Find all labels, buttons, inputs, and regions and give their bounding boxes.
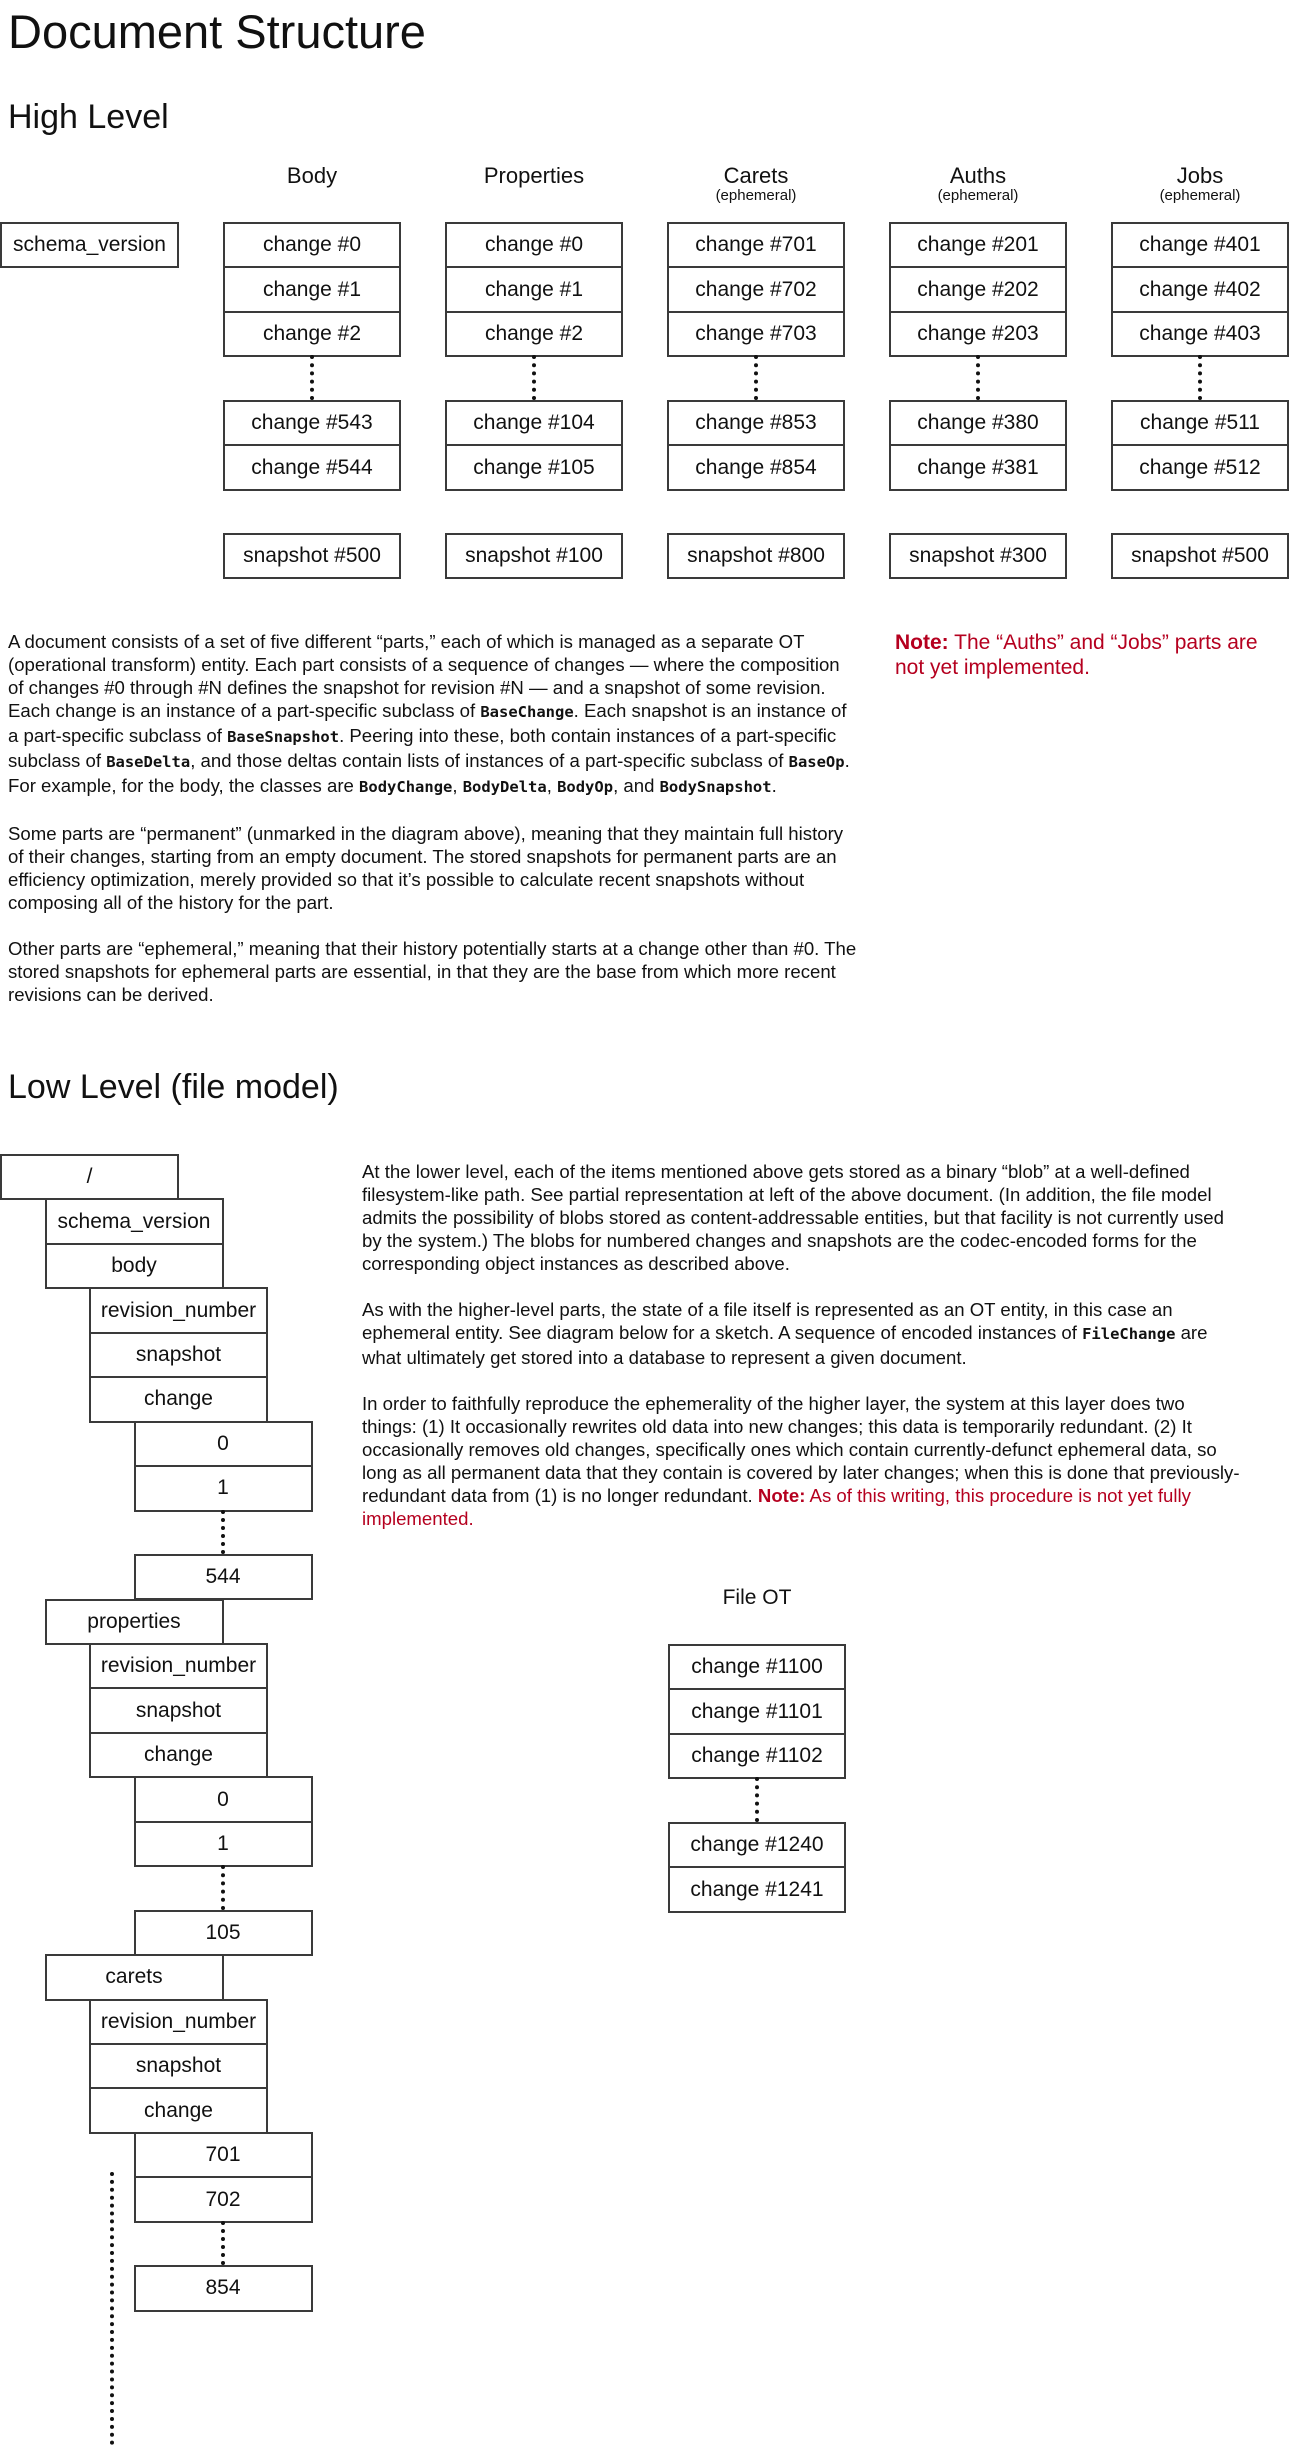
- change-box: change #0: [223, 222, 401, 268]
- tree-node: 1: [134, 1821, 313, 1867]
- schema-version-box: schema_version: [0, 222, 179, 268]
- change-box: change #402: [1111, 266, 1289, 312]
- ellipsis-dots: [754, 355, 758, 400]
- change-box: change #401: [1111, 222, 1289, 268]
- tree-node: snapshot: [89, 1332, 268, 1378]
- snapshot-box: snapshot #500: [223, 533, 401, 579]
- column-name: Properties: [483, 163, 585, 188]
- tree-node: 854: [134, 2265, 313, 2311]
- change-box: change #512: [1111, 444, 1289, 490]
- paragraph: Other parts are “ephemeral,” meaning that their history potentially starts at a change other than #0. The stored snapshots for ephemeral parts are essential, in that they are the base from which more recent revisions can be derived.: [8, 938, 857, 1005]
- column-header-auths: [889, 164, 1067, 203]
- column-header-carets: [667, 164, 845, 203]
- tree-continuation-dots: [110, 2172, 114, 2445]
- note-text: The “Auths” and “Jobs” parts are not yet implemented.: [895, 631, 1258, 679]
- column-subtitle: (ephemeral): [715, 187, 797, 204]
- column-name: Body: [286, 163, 338, 188]
- change-box: change #543: [223, 400, 401, 446]
- ellipsis-dots: [976, 355, 980, 400]
- class-name: BaseChange: [480, 703, 574, 721]
- change-box: change #203: [889, 311, 1067, 357]
- tree-node: change: [89, 1376, 268, 1422]
- note-label: Note:: [757, 1485, 806, 1506]
- snapshot-box: snapshot #800: [667, 533, 845, 579]
- ellipsis-dots: [221, 1510, 225, 1554]
- paragraph: A document consists of a set of five different “parts,” each of which is managed as a separate OT (operational transform) entity. Each part consists of a sequence of changes — where the composition of changes #0 through #N defines the snapshot for revision #N — and a snapshot of some revision. Each change is an instance of a part-specific subclass of BaseChange. Each snapshot is an instance of a part-specific subclass of BaseSnapshot. Peering into these, both contain instances of a part-specific subclass of BaseDelta, and those deltas contain lists of instances of a part-specific subclass of BaseOp. For example, for the body, the classes are BodyChange, BodyDelta, BodyOp, and BodySnapshot.: [8, 631, 850, 796]
- tree-node: 1: [134, 1465, 313, 1511]
- snapshot-box: snapshot #300: [889, 533, 1067, 579]
- page-title: Document Structure: [8, 5, 426, 58]
- high-level-description: [8, 630, 858, 1029]
- ellipsis-dots: [1198, 355, 1202, 400]
- class-name: BaseSnapshot: [227, 728, 340, 746]
- column-header-body: [223, 164, 401, 188]
- class-name: BaseOp: [788, 753, 845, 771]
- tree-node: 105: [134, 1910, 313, 1956]
- class-name: BodyDelta: [462, 778, 547, 796]
- change-box: change #544: [223, 444, 401, 490]
- tree-node: schema_version: [45, 1198, 224, 1244]
- column-header-properties: [445, 164, 623, 188]
- change-box: change #0: [445, 222, 623, 268]
- ellipsis-dots: [310, 355, 314, 400]
- low-level-heading: Low Level (file model): [8, 1068, 339, 1106]
- ellipsis-dots: [221, 2221, 225, 2265]
- class-name: BodySnapshot: [659, 778, 772, 796]
- change-box: change #511: [1111, 400, 1289, 446]
- low-level-description: [362, 1160, 1242, 1553]
- change-box: change #702: [667, 266, 845, 312]
- column-subtitle: (ephemeral): [1159, 187, 1241, 204]
- class-name: FileChange: [1082, 1325, 1176, 1343]
- change-box: change #105: [445, 444, 623, 490]
- tree-node: 701: [134, 2132, 313, 2178]
- change-box: change #1: [445, 266, 623, 312]
- column-subtitle: (ephemeral): [937, 187, 1019, 204]
- change-box: change #854: [667, 444, 845, 490]
- column-header-jobs: [1111, 164, 1289, 203]
- tree-node: 544: [134, 1554, 313, 1600]
- tree-node: /: [0, 1154, 179, 1200]
- class-name: BodyChange: [359, 778, 453, 796]
- paragraph: Some parts are “permanent” (unmarked in the diagram above), meaning that they maintain full history of their changes, starting from an empty document. The stored snapshots for permanent parts are an efficiency optimization, merely provided so that it’s possible to calculate recent snapshots without composing all of the history for the part.: [8, 823, 844, 913]
- change-box: change #202: [889, 266, 1067, 312]
- change-box: change #380: [889, 400, 1067, 446]
- column-name: Auths: [949, 163, 1007, 188]
- snapshot-box: snapshot #500: [1111, 533, 1289, 579]
- ellipsis-dots: [532, 355, 536, 400]
- tree-node: 0: [134, 1421, 313, 1467]
- file-change-box: change #1241: [668, 1866, 846, 1912]
- change-box: change #1: [223, 266, 401, 312]
- file-change-box: change #1100: [668, 1644, 846, 1690]
- tree-node: change: [89, 1732, 268, 1778]
- file-ot-title: File OT: [722, 1586, 792, 1609]
- class-name: BaseDelta: [106, 753, 191, 771]
- change-box: change #703: [667, 311, 845, 357]
- snapshot-box: snapshot #100: [445, 533, 623, 579]
- tree-node: properties: [45, 1599, 224, 1645]
- change-box: change #104: [445, 400, 623, 446]
- ellipsis-dots: [221, 1865, 225, 1909]
- column-name: Carets: [723, 163, 789, 188]
- change-box: change #403: [1111, 311, 1289, 357]
- file-change-box: change #1102: [668, 1733, 846, 1779]
- file-change-box: change #1101: [668, 1688, 846, 1734]
- high-level-heading: High Level: [8, 98, 169, 136]
- file-change-box: change #1240: [668, 1822, 846, 1868]
- paragraph: As with the higher-level parts, the state of a file itself is represented as an OT entity, in this case an ephemeral entity. See diagram below for a sketch. A sequence of encoded instances of FileChange are what ultimately get stored into a database to represent a given document.: [362, 1299, 1208, 1368]
- ellipsis-dots: [755, 1777, 759, 1822]
- auths-jobs-note: [895, 630, 1275, 680]
- change-box: change #2: [223, 311, 401, 357]
- tree-node: body: [45, 1243, 224, 1289]
- column-name: Jobs: [1176, 163, 1224, 188]
- change-box: change #701: [667, 222, 845, 268]
- tree-node: carets: [45, 1954, 224, 2000]
- change-box: change #381: [889, 444, 1067, 490]
- paragraph: In order to faithfully reproduce the ephemerality of the higher layer, the system at this layer does two things: (1) It occasionally rewrites old data into new changes; this data is temporarily redundant. (2) It occasionally removes old changes, specifically ones which contain currently-defunct ephemeral data, so long as all permanent data that they contain is covered by later changes; when this is done that previously-redundant data from (1) is no longer redundant. Note: As of this writing, this procedure is not yet fully implemented.: [362, 1393, 1240, 1529]
- class-name: BodyOp: [557, 778, 614, 796]
- tree-node: revision_number: [89, 1999, 268, 2045]
- change-box: change #2: [445, 311, 623, 357]
- tree-node: snapshot: [89, 1687, 268, 1733]
- change-box: change #201: [889, 222, 1067, 268]
- tree-node: 702: [134, 2176, 313, 2222]
- paragraph: At the lower level, each of the items mentioned above gets stored as a binary “blob” at a well-defined filesystem-like path. See partial representation at left of the above document. (In addition, the file model admits the possibility of blobs stored as content-addressable entities, but that facility is not currently used by the system.) The blobs for numbered changes and snapshots are the codec-encoded forms for the corresponding object instances as described above.: [362, 1161, 1224, 1274]
- tree-node: change: [89, 2087, 268, 2133]
- tree-node: revision_number: [89, 1643, 268, 1689]
- tree-node: snapshot: [89, 2043, 268, 2089]
- note-text: As of this writing, this procedure is not yet fully implemented.: [362, 1485, 1191, 1529]
- tree-node: 0: [134, 1776, 313, 1822]
- note-label: Note:: [895, 631, 949, 654]
- change-box: change #853: [667, 400, 845, 446]
- tree-node: revision_number: [89, 1287, 268, 1333]
